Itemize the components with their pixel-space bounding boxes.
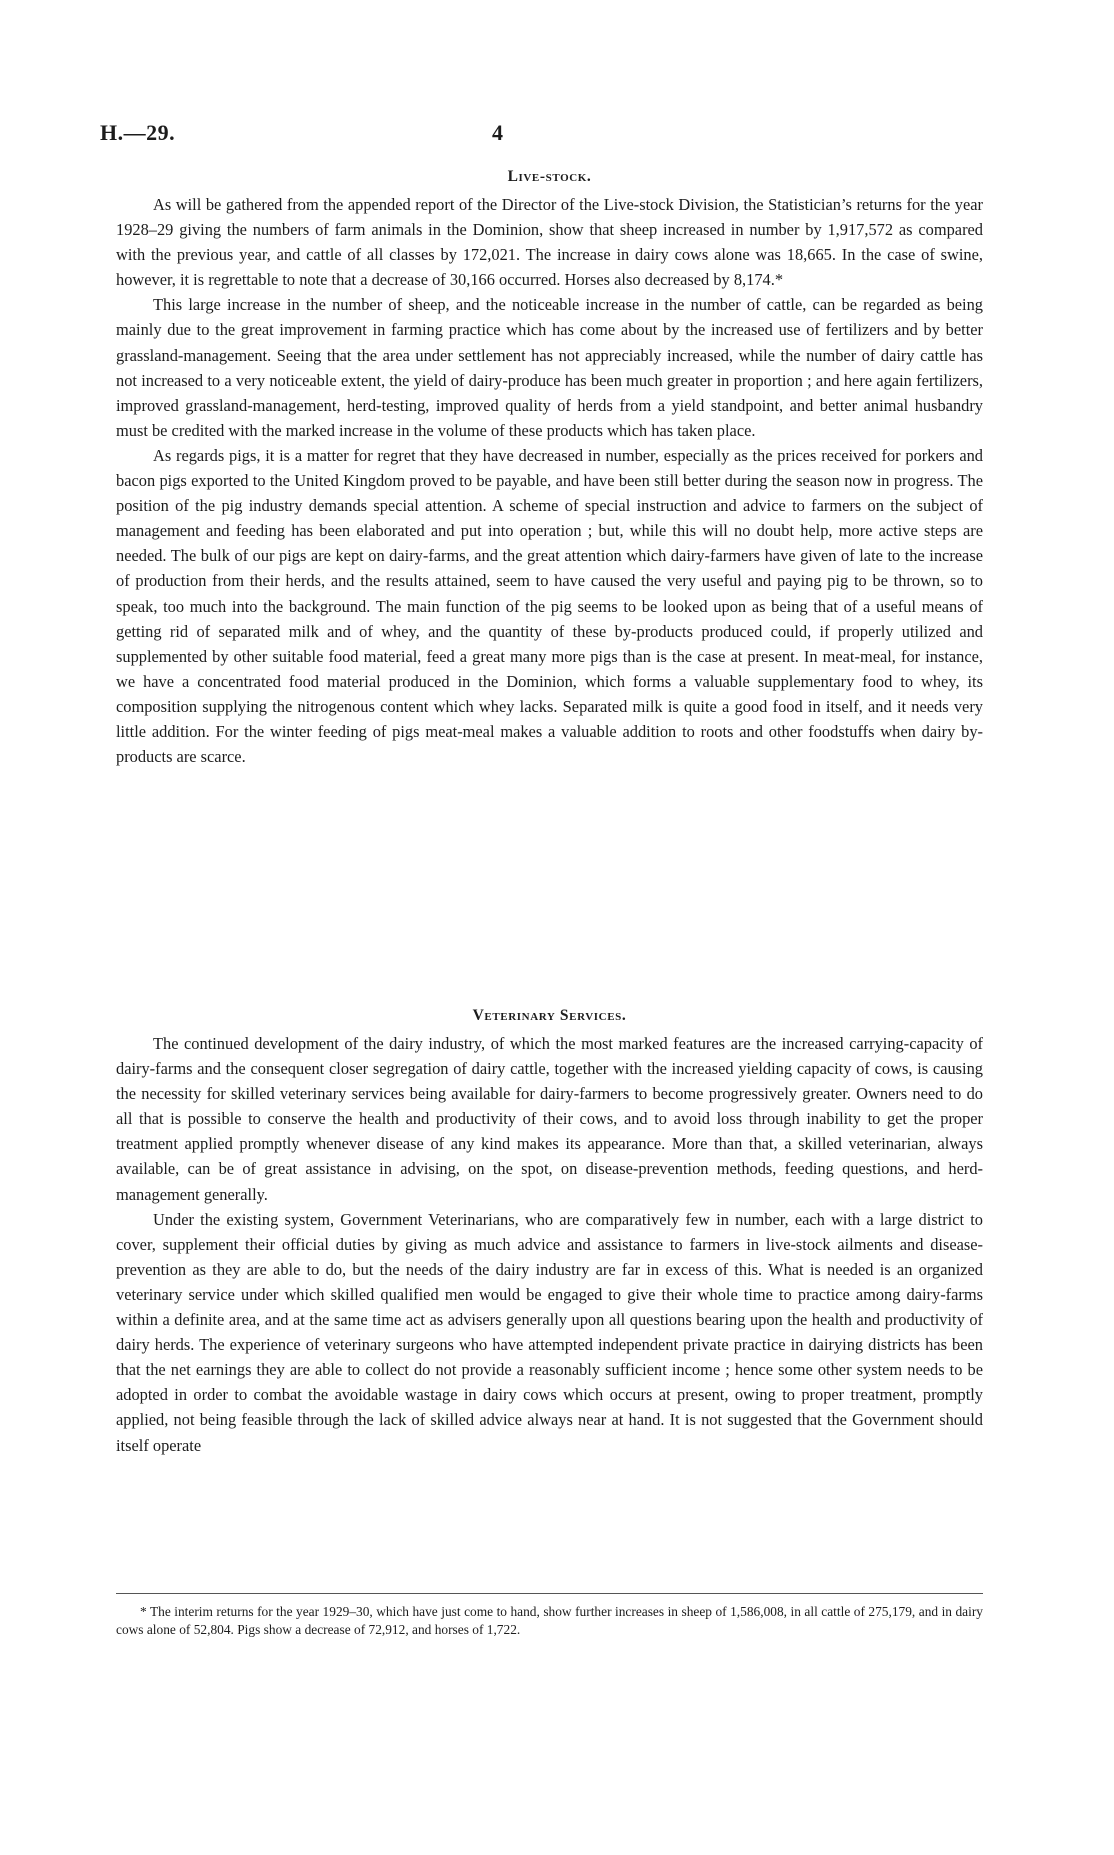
livestock-section [116, 168, 983, 769]
paragraph: Under the existing system, Government Veterinarians, who are comparatively few in number, each with a large district to cover, supplement their official duties by giving as much advice and assistance to farmers in live-stock ailments and disease-prevention as they are able to do, but the needs of the dairy industry are far in excess of this. What is needed is an organized veterinary service under which skilled qualified men would be engaged to give their whole time to practice among dairy-farms within a definite area, and at the same time act as advisers generally upon all questions bearing upon the health and productivity of dairy herds. The experience of veterinary surgeons who have attempted independent private practice in dairying districts has been that the net earnings they are able to collect do not provide a reasonably sufficient income ; hence some other system needs to be adopted in order to combat the avoidable wastage in dairy cows which occurs at present, owing to proper treatment, promptly applied, not being feasible through the lack of skilled advice always near at hand. It is not suggested that the Government should itself operate [116, 1209, 983, 1455]
document-code: H.—29. [100, 120, 176, 145]
page-number: 4 [492, 120, 503, 145]
paragraph: The continued development of the dairy industry, of which the most marked features are the increased carrying-capacity of dairy-farms and the consequent closer segregation of dairy cattle, together with the increased yielding capacity of cows, is causing the necessity for skilled veterinary services being available for dairy-farmers to become progressively greater. Owners need to do all that is possible to conserve the health and productivity of their cows, and to avoid loss through inability to get the proper treatment applied promptly whenever disease of any kind makes its appearance. More than that, a skilled veterinarian, always available, can be of great assistance in advising, on the spot, on disease-prevention methods, feeding questions, and herd-management generally. [116, 1034, 983, 1204]
paragraph: As regards pigs, it is a matter for regret that they have decreased in number, especially as the prices received for porkers and bacon pigs exported to the United Kingdom proved to be payable, and have been still better during the season now in progress. The position of the pig industry demands special attention. A scheme of special instruction and advice to farmers on the subject of management and feeding has been elaborated and put into operation ; but, while this will no doubt help, more active steps are needed. The bulk of our pigs are kept on dairy-farms, and the great attention which dairy-farmers have given of late to the increase of production from their herds, and the results attained, seem to have caused the very useful and paying pig to be thrown, so to speak, too much into the background. The main function of the pig seems to be looked upon as being that of a useful means of getting rid of separated milk and of whey, and the quantity of these by-products produced could, if properly utilized and supplemented by other suitable food material, feed a great many more pigs than is the case at present. In meat-meal, for instance, we have a concentrated food material produced in the Dominion, which forms a valuable supplementary food to whey, its composition supplying the nitrogenous content which whey lacks. Separated milk is quite a good food in itself, and it needs very little addition. For the winter feeding of pigs meat-meal makes a valuable addition to roots and other foodstuffs when dairy by-products are scarce. [116, 445, 983, 767]
paragraph: This large increase in the number of sheep, and the noticeable increase in the number of cattle, can be regarded as being mainly due to the great improvement in farming practice which has come about by the increased use of fertilizers and by better grassland-management. Seeing that the area under settlement has not appreciably increased, while the number of dairy cattle has not increased to a very noticeable extent, the yield of dairy-produce has been much greater in proportion ; and here again fertilizers, improved grassland-management, herd-testing, improved quality of herds from a yield standpoint, and better animal husbandry must be credited with the marked increase in the volume of these products which has taken place. [116, 295, 983, 440]
paragraph: As will be gathered from the appended report of the Director of the Live-stock Division, the Statistician’s returns for the year 1928–29 giving the numbers of farm animals in the Dominion, show that sheep increased in number by 1,917,572 as compared with the previous year, and cattle of all classes by 172,021. The increase in dairy cows alone was 18,665. In the case of swine, however, it is regrettable to note that a decrease of 30,166 occurred. Horses also decreased by 8,174.* [116, 195, 983, 290]
section-title-livestock: Live-stock. [507, 168, 592, 185]
section-title-veterinary: Veterinary Services. [472, 1007, 627, 1024]
footnote: * The interim returns for the year 1929–30, which have just come to hand, show further increases in sheep of 1,586,008, in all cattle of 275,179, and in dairy cows alone of 52,804. Pigs show a decrease of 72,912, and horses of 1,722. [116, 1604, 983, 1637]
veterinary-section [116, 1007, 983, 1458]
footnote-divider [116, 1593, 983, 1594]
